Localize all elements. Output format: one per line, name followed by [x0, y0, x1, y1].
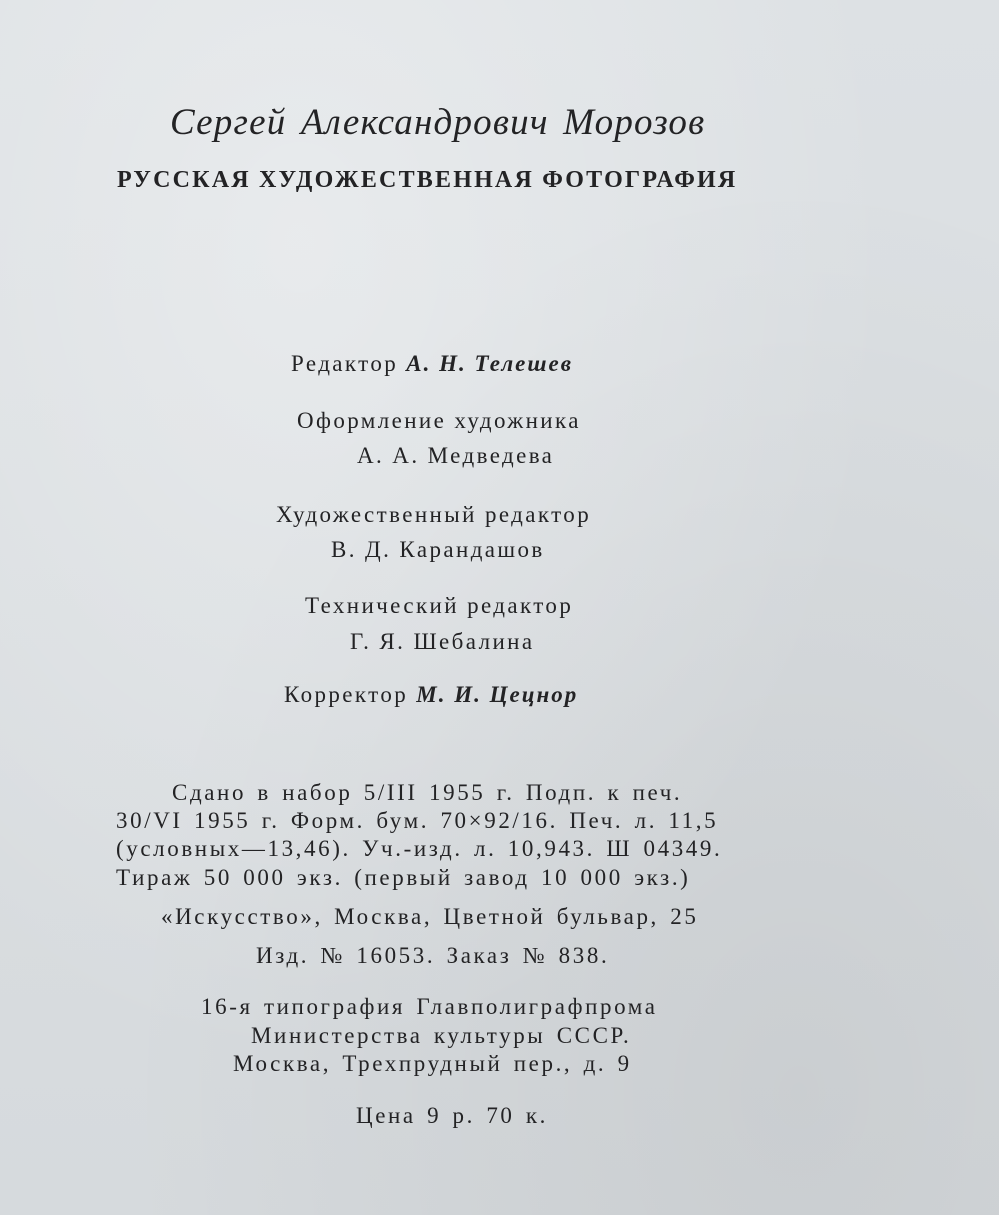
book-title: РУССКАЯ ХУДОЖЕСТВЕННАЯ ФОТОГРАФИЯ [117, 167, 738, 193]
art-editor-role: Художественный редактор [276, 502, 592, 527]
printer-line-3: Москва, Трехпрудный пер., д. 9 [233, 1051, 632, 1076]
design-role: Оформление художника [297, 408, 581, 433]
author-name: Сергей Александрович Морозов [170, 102, 706, 143]
printer-line-1: 16-я типография Главполиграфпрома [201, 994, 658, 1019]
proofreader-name: М. И. Цецнор [416, 682, 579, 707]
design-name: А. А. Медведева [357, 443, 555, 468]
tech-editor-name: Г. Я. Шебалина [350, 629, 535, 654]
price: Цена 9 р. 70 к. [356, 1103, 549, 1128]
imprint-line-3: (условных—13,46). Уч.-изд. л. 10,943. Ш 04349. [116, 836, 723, 861]
editor-credit [291, 352, 573, 375]
order-number: Изд. № 16053. Заказ № 838. [256, 943, 610, 968]
proofreader-role: Корректор [284, 682, 409, 707]
imprint-line-2: 30/VI 1955 г. Форм. бум. 70×92/16. Печ. л. 11,5 [116, 808, 719, 833]
art-editor-name: В. Д. Карандашов [331, 537, 545, 562]
editor-role: Редактор [291, 351, 399, 376]
publisher-address: «Искусство», Москва, Цветной бульвар, 25 [161, 904, 699, 929]
proofreader-credit [284, 683, 578, 706]
editor-name: А. Н. Телешев [406, 351, 574, 376]
imprint-line-1: Сдано в набор 5/III 1955 г. Подп. к печ. [172, 780, 683, 805]
tech-editor-role: Технический редактор [305, 593, 574, 618]
imprint-line-4: Тираж 50 000 экз. (первый завод 10 000 экз.) [116, 865, 691, 890]
printer-line-2: Министерства культуры СССР. [251, 1023, 632, 1048]
